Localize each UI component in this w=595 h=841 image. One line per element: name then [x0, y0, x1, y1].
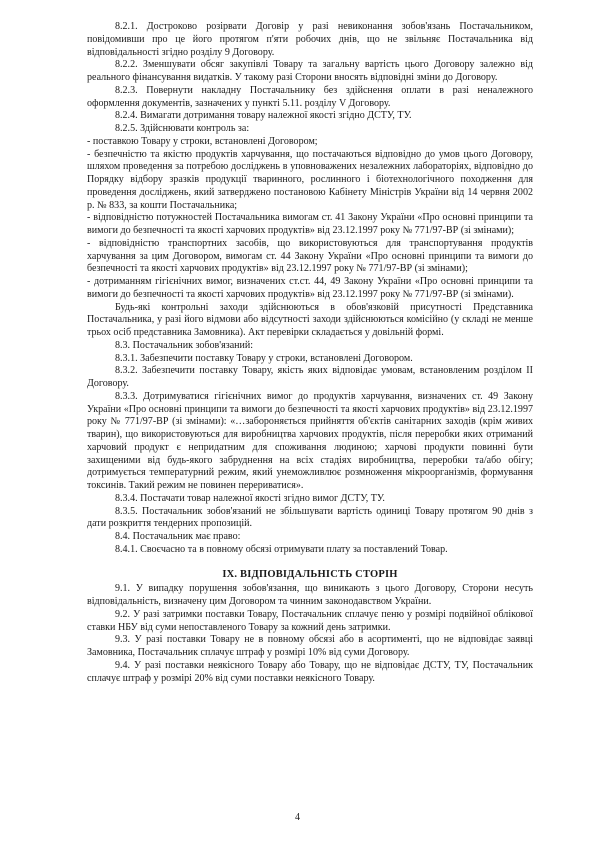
paragraph: 8.2.1. Достроково розірвати Договір у разі невиконання зобов'язань Постачальником, повідомивши про це його протягом п'яти робочих днів, що не звільняє Постачальника від відповідальності згідно розділу 9 Договору.	[87, 21, 533, 58]
paragraph: Будь-які контрольні заходи здійснюються в обов'язковій присутності Представника Постачальника, у разі його відмови або відсутності заходи здійснюються комісійно (у складі не менше трьох осіб представника Замовника). Акт перевірки складається у довільній формі.	[87, 301, 533, 338]
liability-section	[87, 583, 533, 685]
section-heading: IX. ВІДПОВІДАЛЬНІСТЬ СТОРІН	[222, 568, 398, 580]
paragraph: 9.1. У випадку порушення зобов'язання, що виникають з цього Договору, Сторони несуть відповідальність, визначену цим Договором та чинним законодавством України.	[87, 583, 533, 607]
paragraph: - відповідністю потужностей Постачальника вимогам ст. 41 Закону України «Про основні принципи та вимоги до безпечності та якості харчових продуктів» від 23.12.1997 року № 771/97-ВР (зі змінами);	[87, 212, 533, 236]
paragraph: 8.2.5. Здійснювати контроль за:	[115, 123, 250, 134]
paragraph: 9.2. У разі затримки поставки Товару, Постачальник сплачує пеню у розмірі подвійної облікової ставки НБУ від суми непоставленого Товару за кожний день затримки.	[87, 608, 533, 633]
page-number: 4	[295, 812, 300, 823]
paragraph: 8.3.3. Дотримуватися гігієнічних вимог до продуктів харчування, визначених ст. 49 Закону України «Про основні принципи та вимоги до безпечності та якості харчових продуктів» від 23.12.1997 року № 771/97-ВР (зі змінами): «…забороняється прийняття об'єктів санітарних заходів (крім живих тварин), що використовуються для виробництва харчових продуктів, після переробки яких отриманий харчовий продукт є непридатним для споживання людиною; харчові продукти повинні бути захищеними від будь-якого забруднення на всіх стадіях виробництва, переробки та/або обігу; дотримується температурний режим, який унеможливлює розмноження мікроорганізмів, формування токсинів. Такий режим не повинен перериватися».	[87, 390, 533, 491]
paragraph: 9.3. У разі поставки Товару не в повному обсязі або в асортименті, що не відповідає заявці Замовника, Постачальник сплачує штраф у розмірі 10% від суми Договору.	[87, 634, 533, 658]
paragraph: 8.4. Постачальник має право:	[115, 531, 241, 542]
paragraph: - відповідністю транспортних засобів, що використовуються для транспортування продуктів харчування за цим Договором, вимогам ст. 44 Закону України «Про основні принципи та вимоги до безпечності та якості харчових продуктів» від 23.12.1997 року № 771/97-ВР (зі змінами);	[87, 237, 533, 275]
contract-obligations-section	[87, 21, 533, 557]
paragraph: 8.3.4. Постачати товар належної якості згідно вимог ДСТУ, ТУ.	[115, 492, 385, 504]
paragraph: 8.3. Постачальник зобов'язаний:	[115, 339, 254, 351]
paragraph: 9.4. У разі поставки неякісного Товару або Товару, що не відповідає ДСТУ, ТУ, Постачальник сплачує штраф у розмірі 20% від суми поставки неякісного Товару.	[87, 659, 533, 684]
paragraph: 8.4.1. Своєчасно та в повному обсязі отримувати плату за поставлений Товар.	[115, 543, 448, 555]
paragraph: 8.3.2. Забезпечити поставку Товару, якість яких відповідає умовам, встановленим розділом II Договору.	[87, 365, 533, 389]
paragraph: 8.2.4. Вимагати дотримання товару належної якості згідно ДСТУ, ТУ.	[115, 110, 412, 122]
paragraph: - дотриманням гігієнічних вимог, визначених ст.ст. 44, 49 Закону України «Про основні принципи та вимоги до безпечності та якості харчових продуктів» від 23.12.1997 року № 771/97-ВР (зі змінами).	[87, 276, 533, 300]
paragraph: 8.2.2. Зменшувати обсяг закупівлі Товару та загальну вартість цього Договору залежно від реального фінансування видатків. У такому разі Сторони вносять відповідні зміни до Договору.	[87, 59, 533, 83]
paragraph: - поставкою Товару у строки, встановлені Договором;	[87, 135, 318, 147]
paragraph: 8.2.3. Повернути накладну Постачальнику без здійснення оплати в разі неналежного оформлення документів, зазначених у пункті 5.11. розділу V Договору.	[87, 84, 533, 109]
paragraph: - безпечністю та якістю продуктів харчування, що постачаються відповідно до умов цього Договору, шляхом проведення за потребою досліджень в уповноважених незалежних лабораторіях, відповідно до Порядку відбору зразків продукції тваринного, рослинного і біотехнологічного походження для проведення досліджень, який затверджено постановою Кабінету Міністрів України від 14 червня 2002 р. № 833, за кошти Постачальника;	[87, 148, 533, 211]
paragraph: 8.3.5. Постачальник зобов'язаний не збільшувати вартість одиниці Товару протягом 90 днів з дати розкриття тендерних пропозицій.	[87, 505, 533, 530]
paragraph: 8.3.1. Забезпечити поставку Товару у строки, встановлені Договором.	[115, 352, 413, 364]
